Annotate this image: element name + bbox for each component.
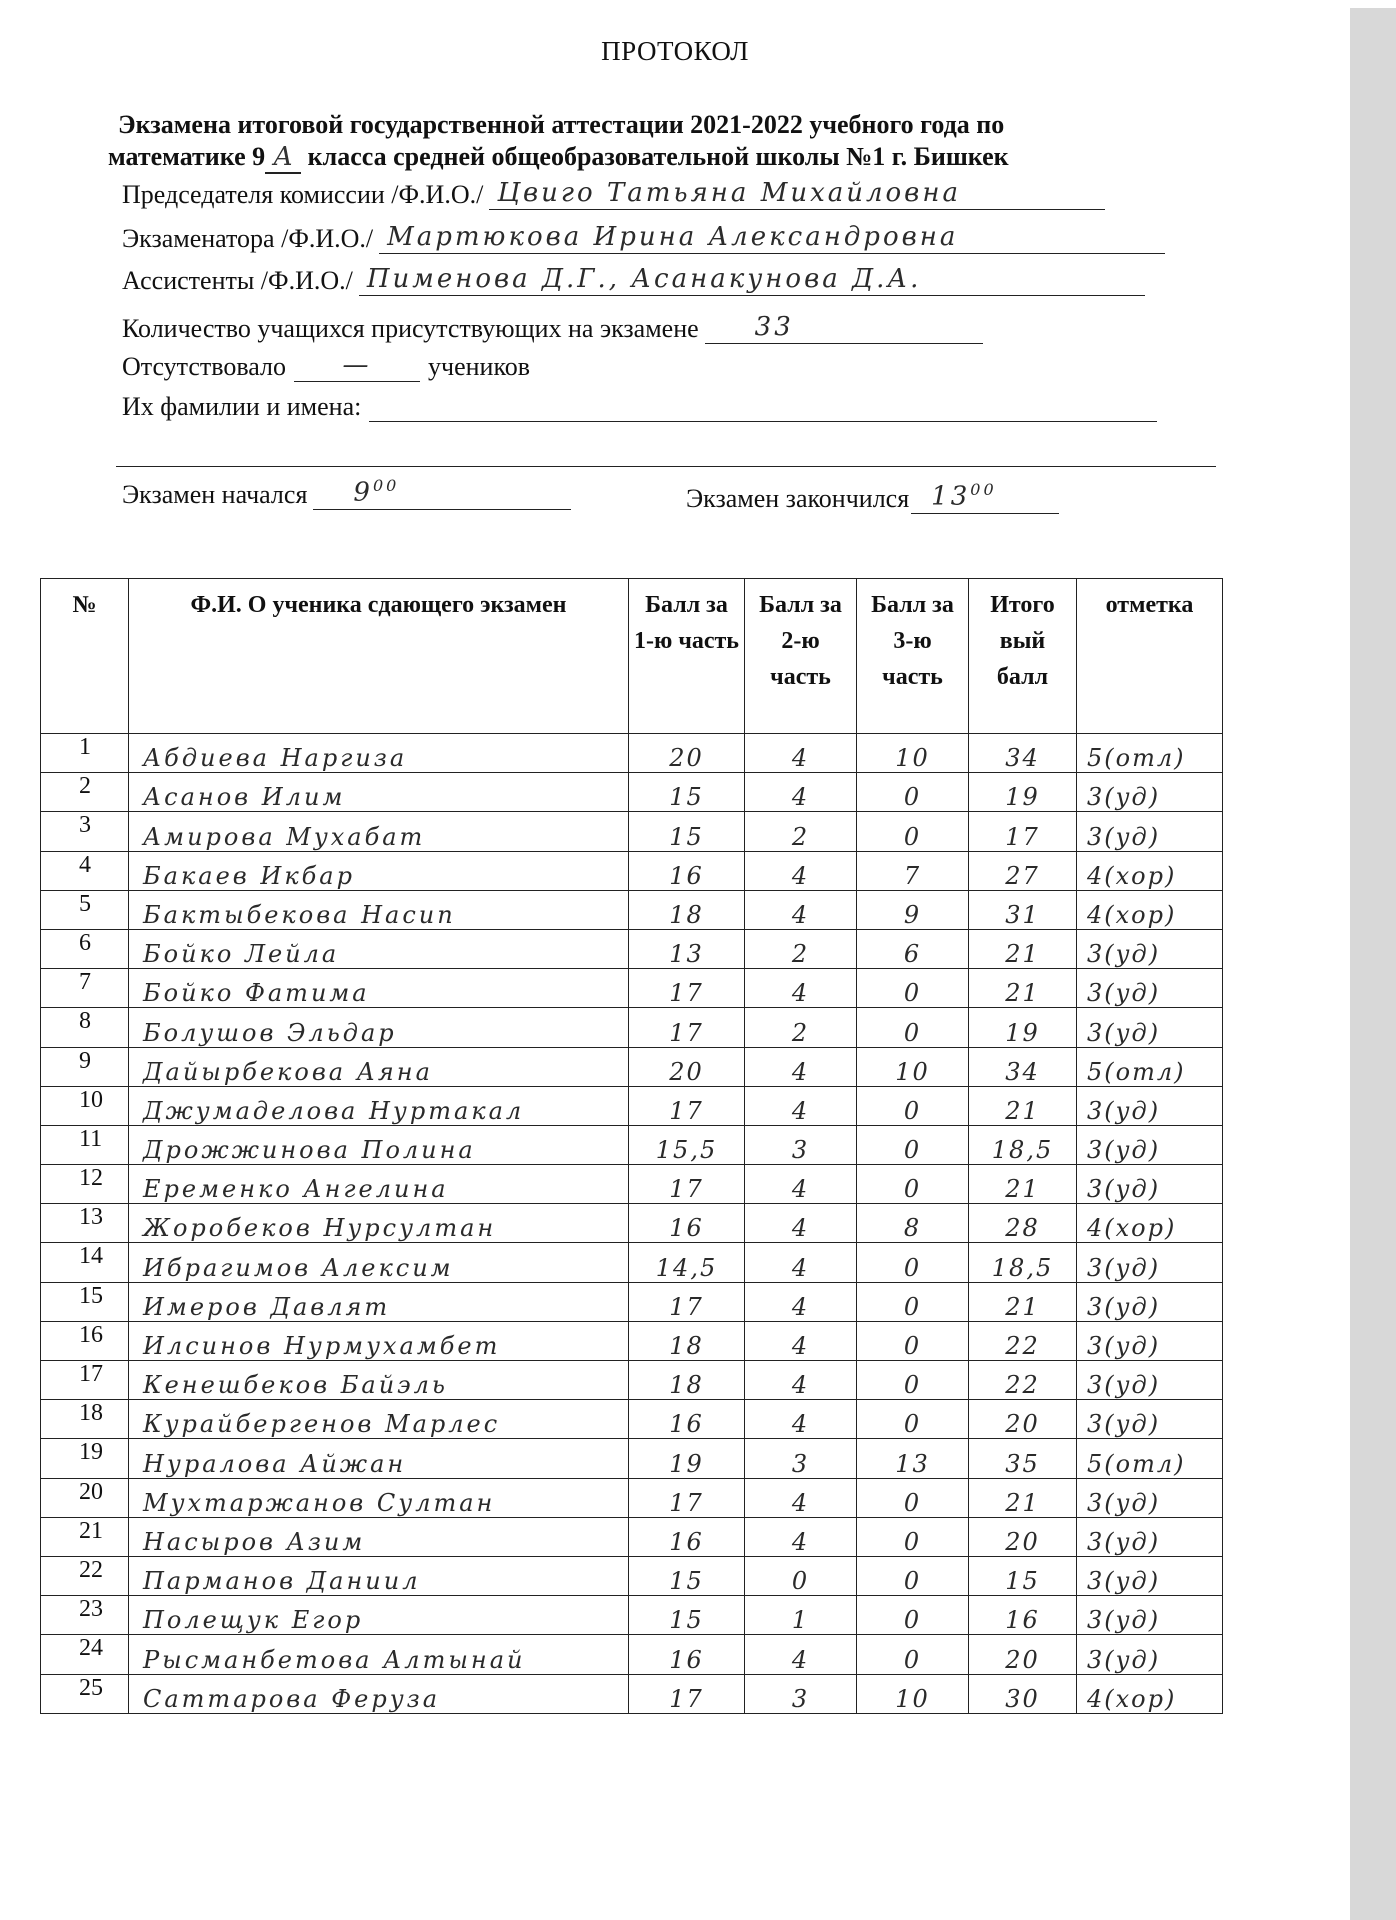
final-mark: 4(хор) [1077,1674,1223,1713]
score-part2: 3 [745,1674,857,1713]
row-number: 21 [41,1517,129,1556]
student-name: Абдиева Наргиза [129,734,629,773]
row-number: 18 [41,1400,129,1439]
header-num: № [41,579,129,734]
table-row [41,1361,1223,1400]
final-mark: 5(отл) [1077,734,1223,773]
present-row [122,312,983,344]
score-total: 21 [969,969,1077,1008]
student-name: Амирова Мухабат [129,812,629,851]
table-header-row [41,579,1223,734]
row-number: 3 [41,812,129,851]
end-hour: 13 [931,481,971,512]
header-mark: отметка [1077,579,1223,734]
score-part3: 0 [857,773,969,812]
score-total: 15 [969,1556,1077,1595]
score-part3: 10 [857,734,969,773]
student-name: Бойко Фатима [129,969,629,1008]
student-name: Мухтаржанов Султан [129,1478,629,1517]
score-total: 18,5 [969,1243,1077,1282]
table-row [41,1282,1223,1321]
score-total: 20 [969,1635,1077,1674]
row-number: 17 [41,1361,129,1400]
score-part1: 16 [629,1400,745,1439]
final-mark: 3(уд) [1077,1321,1223,1360]
score-total: 17 [969,812,1077,851]
student-name: Саттарова Феруза [129,1674,629,1713]
score-part1: 19 [629,1439,745,1478]
header-part2: Балл за 2-ю часть [745,579,857,734]
score-part1: 13 [629,929,745,968]
score-part3: 0 [857,1125,969,1164]
final-mark: 5(отл) [1077,1047,1223,1086]
absent-names-row [122,392,1157,422]
student-name: Насыров Азим [129,1517,629,1556]
start-label: Экзамен начался [122,479,308,509]
chair-value: Цвиго Татьяна Михайловна [489,178,1105,210]
scan-edge [1350,8,1396,1920]
score-part2: 4 [745,1204,857,1243]
present-value: 33 [705,312,983,344]
student-name: Джумаделова Нуртакал [129,1086,629,1125]
row-number: 25 [41,1674,129,1713]
score-part3: 0 [857,1008,969,1047]
score-part1: 15 [629,773,745,812]
score-total: 35 [969,1439,1077,1478]
student-name: Курайбергенов Марлес [129,1400,629,1439]
absent-names-line-2 [116,442,1216,467]
student-name: Болушов Эльдар [129,1008,629,1047]
score-part2: 0 [745,1556,857,1595]
score-total: 19 [969,773,1077,812]
row-number: 2 [41,773,129,812]
final-mark: 3(уд) [1077,1086,1223,1125]
table-row [41,734,1223,773]
student-name: Нуралова Айжан [129,1439,629,1478]
student-name: Дайырбекова Аяна [129,1047,629,1086]
score-part1: 15 [629,1556,745,1595]
row-number: 1 [41,734,129,773]
score-part3: 0 [857,1165,969,1204]
student-name: Жоробеков Нурсултан [129,1204,629,1243]
score-part1: 15 [629,1596,745,1635]
row-number: 24 [41,1635,129,1674]
absent-label: Отсутствовало [122,352,287,381]
final-mark: 3(уд) [1077,1165,1223,1204]
final-mark: 3(уд) [1077,1282,1223,1321]
assistants-label: Ассистенты /Ф.И.О./ [122,266,353,295]
score-part1: 17 [629,1282,745,1321]
score-total: 21 [969,1165,1077,1204]
header-part1: Балл за 1-ю часть [629,579,745,734]
examiner-label: Экзаменатора /Ф.И.О./ [122,224,374,253]
score-part2: 4 [745,1517,857,1556]
final-mark: 3(уд) [1077,929,1223,968]
score-part3: 0 [857,969,969,1008]
table-row [41,1086,1223,1125]
line2-prefix: математике 9 [108,142,266,171]
score-total: 19 [969,1008,1077,1047]
end-time-value [911,480,1059,514]
score-part3: 0 [857,1243,969,1282]
score-part2: 4 [745,1086,857,1125]
score-part2: 4 [745,1478,857,1517]
score-part2: 4 [745,1321,857,1360]
table-row [41,851,1223,890]
score-part3: 10 [857,1674,969,1713]
row-number: 9 [41,1047,129,1086]
score-part2: 4 [745,851,857,890]
row-number: 8 [41,1008,129,1047]
score-part2: 4 [745,1361,857,1400]
student-name: Рысманбетова Алтынай [129,1635,629,1674]
table-row [41,1556,1223,1595]
score-part1: 17 [629,1478,745,1517]
row-number: 6 [41,929,129,968]
row-number: 10 [41,1086,129,1125]
score-part3: 0 [857,1086,969,1125]
score-part1: 18 [629,890,745,929]
present-label: Количество учащихся присутствующих на экзамене [122,314,699,343]
student-name: Асанов Илим [129,773,629,812]
row-number: 20 [41,1478,129,1517]
student-name: Бойко Лейла [129,929,629,968]
score-part3: 7 [857,851,969,890]
score-part2: 4 [745,890,857,929]
header-student-name: Ф.И. О ученика сдающего экзамен [129,579,629,734]
score-part2: 1 [745,1596,857,1635]
assistants-row [122,264,1145,296]
score-part1: 16 [629,1517,745,1556]
table-row [41,1008,1223,1047]
absent-suffix: учеников [428,352,531,381]
row-number: 22 [41,1556,129,1595]
score-part3: 0 [857,1556,969,1595]
score-total: 18,5 [969,1125,1077,1164]
score-part1: 17 [629,1086,745,1125]
score-total: 20 [969,1517,1077,1556]
table-row [41,1125,1223,1164]
row-number: 15 [41,1282,129,1321]
final-mark: 3(уд) [1077,1008,1223,1047]
row-number: 19 [41,1439,129,1478]
score-part3: 0 [857,1517,969,1556]
exam-description-line-1: Экзамена итоговой государственной аттестации 2021-2022 учебного года по [118,110,1005,139]
table-row [41,773,1223,812]
final-mark: 3(уд) [1077,969,1223,1008]
start-hour: 9 [353,477,373,508]
table-row [41,1204,1223,1243]
table-row [41,1321,1223,1360]
end-minutes: 00 [970,480,997,499]
final-mark: 4(хор) [1077,890,1223,929]
student-name: Кенешбеков Байэль [129,1361,629,1400]
student-name: Бактыбекова Насип [129,890,629,929]
final-mark: 4(хор) [1077,851,1223,890]
assistants-value: Пименова Д.Г., Асанакунова Д.А. [359,264,1145,296]
student-name: Парманов Даниил [129,1556,629,1595]
row-number: 4 [41,851,129,890]
score-part3: 13 [857,1439,969,1478]
final-mark: 3(уд) [1077,1361,1223,1400]
score-part2: 2 [745,929,857,968]
score-part1: 20 [629,1047,745,1086]
score-total: 21 [969,1086,1077,1125]
table-row [41,1243,1223,1282]
header-total: Итого вый балл [969,579,1077,734]
score-total: 34 [969,1047,1077,1086]
score-total: 28 [969,1204,1077,1243]
table-row [41,1674,1223,1713]
end-label: Экзамен закончился [686,483,910,513]
row-number: 11 [41,1125,129,1164]
score-total: 21 [969,1282,1077,1321]
score-total: 22 [969,1321,1077,1360]
score-part1: 17 [629,969,745,1008]
score-part1: 18 [629,1361,745,1400]
final-mark: 3(уд) [1077,1635,1223,1674]
score-part1: 15 [629,812,745,851]
final-mark: 5(отл) [1077,1439,1223,1478]
student-name: Имеров Давлят [129,1282,629,1321]
score-part3: 0 [857,1282,969,1321]
score-part3: 0 [857,812,969,851]
student-name: Дрожжинова Полина [129,1125,629,1164]
row-number: 13 [41,1204,129,1243]
score-part2: 4 [745,1243,857,1282]
table-row [41,1596,1223,1635]
end-time-row [686,480,1059,514]
score-part1: 20 [629,734,745,773]
score-part2: 4 [745,1165,857,1204]
start-minutes: 00 [372,476,400,495]
results-table [40,578,1223,1714]
score-part3: 8 [857,1204,969,1243]
score-part3: 0 [857,1361,969,1400]
table-row [41,1439,1223,1478]
score-part3: 6 [857,929,969,968]
score-part3: 10 [857,1047,969,1086]
table-row [41,1635,1223,1674]
table-row [41,1517,1223,1556]
class-letter-handwritten: А [265,142,301,174]
score-part2: 4 [745,1400,857,1439]
final-mark: 3(уд) [1077,1556,1223,1595]
student-name: Илсинов Нурмухамбет [129,1321,629,1360]
score-part3: 0 [857,1321,969,1360]
score-part1: 14,5 [629,1243,745,1282]
score-part2: 4 [745,1047,857,1086]
score-total: 16 [969,1596,1077,1635]
score-total: 20 [969,1400,1077,1439]
score-part2: 4 [745,773,857,812]
table-row [41,812,1223,851]
page-title: ПРОТОКОЛ [601,36,749,66]
score-part2: 4 [745,734,857,773]
score-part1: 17 [629,1165,745,1204]
score-part2: 3 [745,1125,857,1164]
score-total: 31 [969,890,1077,929]
chair-row [122,178,1105,210]
score-total: 21 [969,929,1077,968]
score-part3: 0 [857,1478,969,1517]
header-part3: Балл за 3-ю часть [857,579,969,734]
table-row [41,1165,1223,1204]
table-body [41,734,1223,1714]
final-mark: 3(уд) [1077,773,1223,812]
score-part3: 9 [857,890,969,929]
absent-names-label: Их фамилии и имена: [122,392,362,421]
score-total: 22 [969,1361,1077,1400]
table-row [41,929,1223,968]
student-name: Ибрагимов Алексим [129,1243,629,1282]
score-part1: 16 [629,1635,745,1674]
row-number: 14 [41,1243,129,1282]
score-part3: 0 [857,1635,969,1674]
final-mark: 3(уд) [1077,1517,1223,1556]
row-number: 23 [41,1596,129,1635]
score-part2: 4 [745,969,857,1008]
row-number: 12 [41,1165,129,1204]
row-number: 5 [41,890,129,929]
start-time-row [122,476,571,510]
examiner-row [122,222,1165,254]
score-total: 21 [969,1478,1077,1517]
score-part3: 0 [857,1400,969,1439]
student-name: Полещук Егор [129,1596,629,1635]
examiner-value: Мартюкова Ирина Александровна [379,222,1165,254]
start-time-value [313,476,571,510]
table-row [41,1047,1223,1086]
score-part1: 17 [629,1674,745,1713]
absent-value: — [294,350,420,382]
final-mark: 3(уд) [1077,1400,1223,1439]
score-total: 34 [969,734,1077,773]
final-mark: 3(уд) [1077,812,1223,851]
final-mark: 4(хор) [1077,1204,1223,1243]
absent-row [122,350,530,382]
final-mark: 3(уд) [1077,1596,1223,1635]
final-mark: 3(уд) [1077,1478,1223,1517]
score-part1: 16 [629,1204,745,1243]
score-total: 30 [969,1674,1077,1713]
score-part1: 15,5 [629,1125,745,1164]
score-total: 27 [969,851,1077,890]
chair-label: Председателя комиссии /Ф.И.О./ [122,180,484,209]
score-part2: 2 [745,1008,857,1047]
score-part2: 2 [745,812,857,851]
table-row [41,890,1223,929]
score-part1: 16 [629,851,745,890]
row-number: 16 [41,1321,129,1360]
table-row [41,1400,1223,1439]
table-row [41,1478,1223,1517]
score-part2: 4 [745,1635,857,1674]
row-number: 7 [41,969,129,1008]
score-part3: 0 [857,1596,969,1635]
final-mark: 3(уд) [1077,1125,1223,1164]
score-part2: 3 [745,1439,857,1478]
student-name: Еременко Ангелина [129,1165,629,1204]
final-mark: 3(уд) [1077,1243,1223,1282]
score-part1: 17 [629,1008,745,1047]
score-part1: 18 [629,1321,745,1360]
line2-suffix: класса средней общеобразовательной школы №1 г. Бишкек [301,142,1009,171]
exam-description-line-2 [108,142,1009,174]
student-name: Бакаев Икбар [129,851,629,890]
score-part2: 4 [745,1282,857,1321]
absent-names-line [369,397,1157,422]
table-row [41,969,1223,1008]
